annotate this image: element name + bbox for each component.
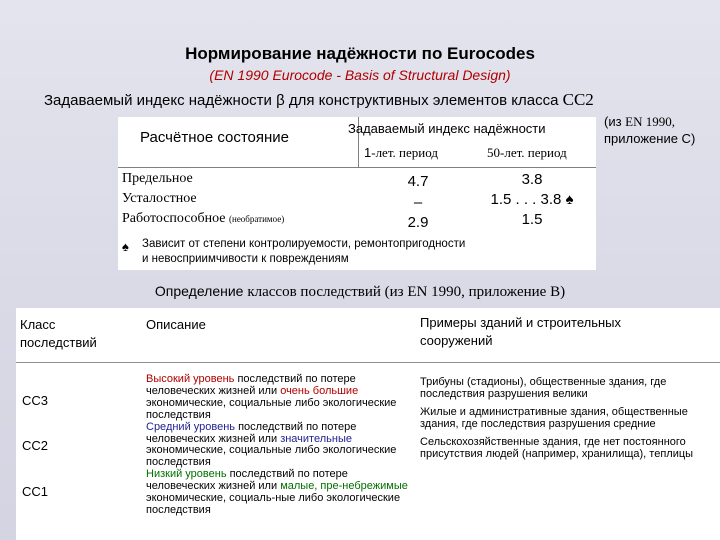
heading-class-code: CC2 — [562, 90, 594, 109]
def-heading-prefix: Определение — [154, 283, 248, 299]
description-cc3 — [146, 374, 412, 422]
period-1-text: -лет. период — [371, 145, 438, 160]
value-fatigue-1yr: – — [413, 194, 423, 211]
page-subtitle: (EN 1990 Eurocode - Basis of Structural Design) — [209, 67, 511, 83]
desc-cc2-text-a: последствий по потере человеческих жизней или — [146, 420, 357, 445]
header-examples — [420, 314, 621, 350]
def-heading-mid: , — [461, 284, 469, 300]
desc-cc2-level-2: значительные — [280, 432, 352, 445]
desc-cc2-text-b: экономические, социальные либо экологические последствия — [146, 444, 397, 469]
header-limit-state: Расчётное состояние — [140, 129, 290, 146]
def-heading-annex: приложение — [468, 284, 547, 300]
header-description: Описание — [146, 317, 206, 332]
footnote-line-2: и невосприимчивости к повреждениям — [142, 253, 349, 265]
header-target-index: Задаваемый индекс надёжности — [348, 121, 546, 136]
side-note-line-2: приложение С) — [604, 131, 696, 146]
header-consequence-class — [20, 316, 97, 352]
side-note-reference — [604, 113, 695, 147]
examples-cc2: Жилые и административные здания, общественные здания, где последствия разрушения средние — [420, 406, 688, 430]
class-cc1: CC1 — [22, 484, 49, 499]
examples-column — [420, 376, 716, 460]
consequence-classes-table — [16, 308, 720, 540]
header-class-line-1: Класс — [20, 317, 56, 332]
desc-cc3-text-a: последствий по потере человеческих жизней или — [146, 373, 356, 397]
spade-icon: ♠ — [122, 239, 129, 254]
table-divider-horizontal — [118, 167, 596, 168]
description-column — [146, 374, 412, 517]
value-ultimate-50yr: 3.8 — [521, 171, 543, 188]
value-serviceability-50yr: 1.5 — [521, 211, 543, 228]
heading-text: Задаваемый индекс надёжности β для конструктивных элементов класса — [44, 92, 563, 109]
side-note-en-ref: EN 1990, — [625, 114, 676, 129]
desc-cc3-level: Высокий уровень — [146, 373, 235, 385]
header-examples-line-1: Примеры зданий и строительных — [420, 315, 622, 330]
side-note-line-1 — [604, 113, 695, 130]
desc-cc1-level: Низкий уровень — [146, 468, 227, 481]
desc-cc1-level-2: малые, пре-небрежимые — [280, 480, 408, 493]
section-heading-consequence-classes — [0, 283, 720, 301]
class-cc2: CC2 — [22, 438, 49, 453]
desc-cc1-text-b: экономические, социаль-ные либо экологические последствия — [146, 492, 401, 516]
header-class-line-2: последствий — [20, 335, 97, 350]
period-1-number: 1 — [364, 145, 372, 160]
examples-cc1: Сельскохозяйственные здания, где нет постоянного присутствия людей (например, хранилища), теплицы — [420, 436, 694, 460]
row-label-fatigue: Усталостное — [122, 191, 197, 206]
serviceability-qualifier: (необратимое) — [229, 214, 285, 224]
desc-cc3-text-b: экономические, социальные либо экологические последствия — [146, 396, 397, 421]
def-heading-serif: классов последствий (из — [247, 284, 408, 300]
value-fatigue-50yr: 1.5 . . . 3.8 ♠ — [490, 191, 574, 208]
table-header-divider — [16, 362, 720, 363]
row-label-ultimate: Предельное — [122, 171, 193, 186]
side-note-prefix: (из — [604, 114, 626, 129]
desc-cc1-text-a: последствий по потере человеческих жизней или — [146, 468, 348, 493]
value-serviceability-1yr: 2.9 — [407, 214, 429, 231]
description-cc2 — [146, 422, 412, 470]
class-cc3: CC3 — [22, 393, 49, 408]
def-heading-suffix: В) — [546, 284, 566, 300]
header-50-year-period: 50-лет. период — [487, 145, 567, 160]
section-heading-reliability — [44, 90, 594, 110]
examples-cc3: Трибуны (стадионы), общественные здания, где последствия разрушения велики — [420, 376, 667, 400]
desc-cc3-level-2: очень большие — [280, 384, 359, 397]
reliability-table — [118, 117, 596, 270]
footnote-line-1: Зависит от степени контролируемости, ремонтопригодности — [142, 238, 466, 250]
value-ultimate-1yr: 4.7 — [407, 173, 429, 190]
serviceability-label: Работоспособное — [122, 211, 229, 226]
description-cc1 — [146, 469, 412, 517]
header-examples-line-2: сооружений — [420, 333, 493, 348]
desc-cc2-level: Средний уровень — [146, 420, 236, 433]
page-title: Нормирование надёжности по Eurocodes — [185, 44, 535, 63]
header-1-year-period — [364, 145, 438, 161]
row-label-serviceability — [122, 211, 284, 227]
def-heading-en-ref: EN 1990 — [407, 284, 462, 300]
